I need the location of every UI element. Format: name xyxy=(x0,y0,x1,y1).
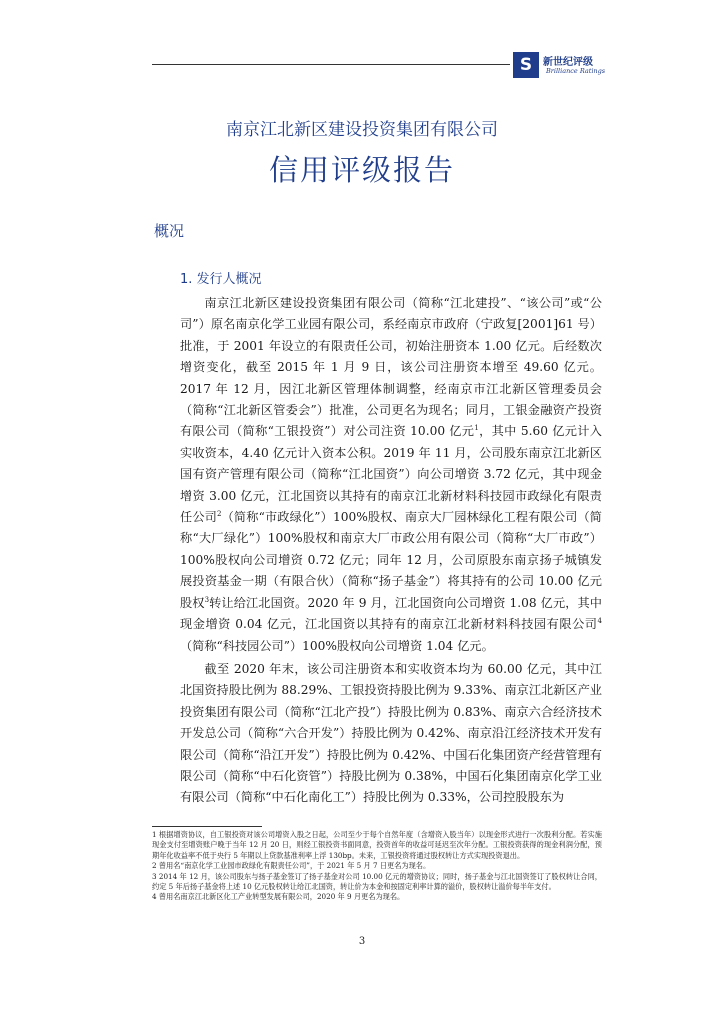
footnote-3: 3 2014 年 12 月，该公司股东与扬子基金签订了扬子基金对公司 10.00 亿元的增资协议；同时，扬子基金与江北国资签订了股权转让合同，约定 5 年后扬子基金将上述 10 亿元股权转让给江北国资，转让价为本金和按固定利率计算的溢价，股权转让溢价每半年支付。 xyxy=(152,871,602,892)
header-rule xyxy=(152,64,510,65)
brand-logo xyxy=(513,52,613,82)
paragraph-shareholders: 截至 2020 年末，该公司注册资本和实收资本均为 60.00 亿元，其中江北国资持股比例为 88.29%、工银投资持股比例为 9.33%、南京江北新区产业投资集团有限公司（简称“江北产投”）持股比例为 0.83%、南京六合经济技术开发总公司（简称“六合开发”）持股比例为 0.42%、南京沿江经济技术开发有限公司（简称“沿江开发”）持股比例为 0.42%、中国石化集团资产经营管理有限公司（简称“中石化资管”）持股比例为 0.38%，中国石化集团南京化学工业有限公司（简称“中石化南化工”）持股比例为 0.33%，公司控股股东为 xyxy=(180,662,602,805)
footnote-ref-3[interactable]: 3 xyxy=(204,595,210,604)
footnote-ref-4[interactable]: 4 xyxy=(597,617,602,626)
logo-english-name: Brilliance Ratings xyxy=(546,67,606,75)
footnotes xyxy=(152,830,602,903)
paragraph-issuer-history: 南京江北新区建设投资集团有限公司（简称“江北建投”、“该公司”或“公司”）原名南京化学工业园有限公司，系经南京市政府（宁政复[2001]61 号）批准，于 2001 年设立的有限责任公司，初始注册资本 1.00 亿元。后经数次增资变化，截至 2015 年 1 月 9 日，该公司注册资本增至 49.60 亿元。2017 年 12 月，因江北新区管理体制调整，经南京市江北新区管理委员会（简称“江北新区管委会”）批准，公司更名为现名；同月，工银金融资产投资有限公司（简称“工银投资”）对公司注资 10.00 亿元$^1$，其中 5.60 亿元计入实收资本，4.40 亿元计入资本公积。2019 年 11 月，公司股东南京江北新区国有资产管理有限公司（简称“江北国资”）向公司增资 3.72 亿元，其中现金增资 3.00 亿元，江北国资以其持有的南京江北新材料科技园市政绿化有限责任公司$^2$（简称“市政绿化”）100%股权、南京大厂园林绿化工程有限公司（简称“大厂绿化”）100%股权和南京大厂市政公用有限公司（简称“大厂市政”）100%股权向公司增资 0.72 亿元；同年 12 月，公司原股东南京扬子城镇发展投资基金一期（有限合伙）（简称“扬子基金”）将其持有的公司 10.00 亿元股权$^3$转让给江北国资。2020 年 9 月，江北国资向公司增资 1.08 亿元，其中现金增资 0.04 亿元，江北国资以其持有的南京江北新材料科技园有限公司$^4$（简称“科技园公司”）100%股权向公司增资 1.04 亿元。 xyxy=(180,296,602,653)
logo-chinese-name: 新世纪评级 xyxy=(543,57,593,68)
logo-mark-icon: S xyxy=(513,52,539,78)
footnote-1: 1 根据增资协议，自工银投资对该公司增资入股之日起，公司至少于每个自然年度（含增资入股当年）以现金形式进行一次股利分配。若实施现金支付至增资账户晚于当年 12 月 20 日，则经工银投资书面同意，投资首年的收益可延迟至次年分配。工银投资获得的现金利润分配，预期年化收益率不低于央行 5 年期以上贷款基准利率上浮 130bp。未来，工银投资将通过股权转让方式实现投资退出。 xyxy=(152,830,602,860)
footnote-ref-2[interactable]: 2 xyxy=(216,510,222,518)
section-heading: 概况 xyxy=(154,222,185,240)
footnote-divider xyxy=(152,826,262,827)
footnote-ref-1[interactable]: 1 xyxy=(474,424,479,433)
footnote-4: 4 曾用名南京江北新区化工产业转型发展有限公司，2020 年 9 月更名为现名。 xyxy=(152,892,405,902)
report-title: 信用评级报告 xyxy=(268,153,455,187)
subsection-heading: 1. 发行人概况 xyxy=(180,272,262,287)
footnote-2: 2 曾用名“南京化学工业园市政绿化有限责任公司”，于 2021 年 5 月 7 日更名为现名。 xyxy=(152,861,431,871)
page-number: 3 xyxy=(358,936,366,947)
company-name: 南京江北新区建设投资集团有限公司 xyxy=(226,120,498,140)
